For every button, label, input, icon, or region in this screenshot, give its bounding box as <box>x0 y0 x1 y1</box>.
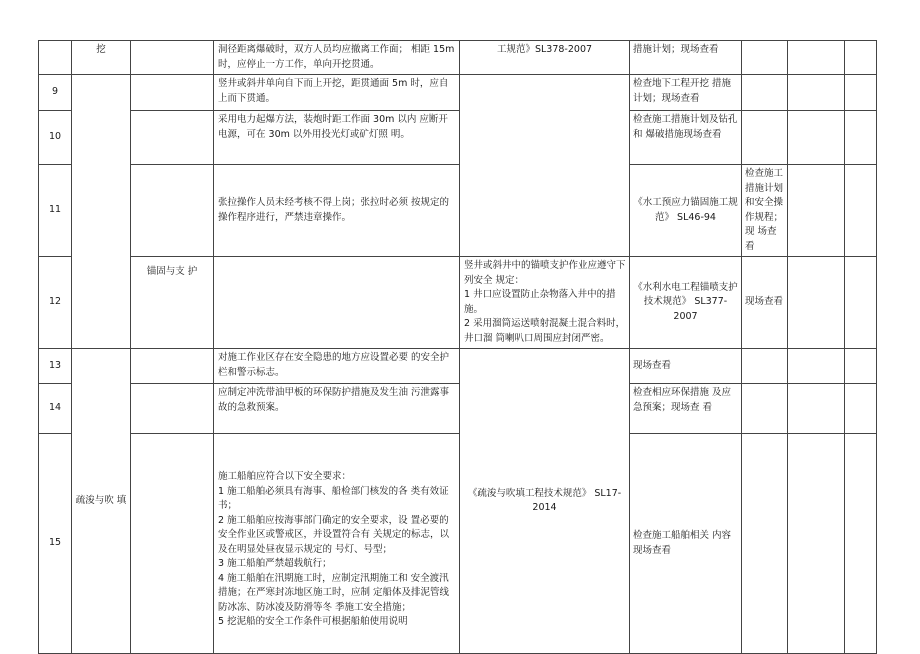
empty-cell <box>845 165 877 257</box>
empty-cell <box>131 349 214 384</box>
requirement-cell: 采用电力起爆方法，装炮时距工作面 30m 以内 应断开电源，可在 30m 以外用投光灯或矿灯照 明。 <box>214 111 460 165</box>
empty-cell <box>788 111 845 165</box>
table-row <box>39 75 877 111</box>
check-method-cell: 检查施工措施计划 和安全操作规程；现 场查看 <box>742 165 788 257</box>
standard-cell: 《疏浚与吹填工程技术规范》 SL17-2014 <box>460 349 630 654</box>
empty-cell <box>845 111 877 165</box>
check-method-cell: 现场查看 <box>742 257 788 349</box>
empty-cell <box>131 111 214 165</box>
row-number: 13 <box>39 349 72 384</box>
standard-cell: 工规范》SL378-2007 <box>460 41 630 75</box>
category-cell: 挖 <box>72 41 131 75</box>
category-cell: 疏浚与吹 填 <box>72 349 131 654</box>
table-row <box>39 434 877 654</box>
row-number <box>39 41 72 75</box>
empty-cell <box>742 384 788 434</box>
check-method-cell: 检查施工措施计划及钻孔和 爆破措施现场查看 <box>630 111 742 165</box>
check-method-cell: 现场查看 <box>630 349 742 384</box>
empty-cell <box>788 349 845 384</box>
table-row <box>39 41 877 75</box>
requirement-cell: 竖井或斜井单向自下而上开挖，距贯通面 5m 时，应自上而下贯通。 <box>214 75 460 111</box>
standard-cell: 《水利水电工程锚喷支护技术规范》 SL377-2007 <box>630 257 742 349</box>
empty-cell <box>742 75 788 111</box>
empty-cell <box>131 75 214 111</box>
standard-cell: 《水工预应力锚固施工规范》 SL46-94 <box>630 165 742 257</box>
empty-cell <box>845 75 877 111</box>
table-row <box>39 165 877 257</box>
table-row <box>39 384 877 434</box>
category-cell: 锚固与支 护 <box>131 257 214 349</box>
empty-cell <box>788 165 845 257</box>
empty-cell <box>131 165 214 257</box>
row-number: 14 <box>39 384 72 434</box>
empty-cell <box>788 75 845 111</box>
requirement-cell: 洞径距离爆破时，双方人员均应撤离工作面； 相距 15m时，应停止一方工作，单向开挖贯通。 <box>214 41 460 75</box>
inspection-table <box>38 40 877 654</box>
row-number: 11 <box>39 165 72 257</box>
empty-cell <box>131 384 214 434</box>
empty-cell <box>845 384 877 434</box>
check-method-cell: 检查施工船舶相关 内容现场查看 <box>630 434 742 654</box>
table-row <box>39 257 877 349</box>
empty-cell <box>788 41 845 75</box>
empty-cell <box>214 257 460 349</box>
empty-cell <box>788 384 845 434</box>
requirement-cell: 应制定冲洗带油甲板的环保防护措施及发生油 污泄露事故的急救预案。 <box>214 384 460 434</box>
empty-cell <box>788 257 845 349</box>
row-number: 15 <box>39 434 72 654</box>
empty-cell <box>845 41 877 75</box>
check-method-cell: 检查相应环保措施 及应急预案；现场查 看 <box>630 384 742 434</box>
empty-cell <box>845 434 877 654</box>
check-method-cell: 检查地下工程开挖 措施计划；现场查看 <box>630 75 742 111</box>
empty-cell <box>742 41 788 75</box>
requirement-cell: 施工船舶应符合以下安全要求： 1 施工船舶必须具有海事、船检部门核发的各 类有效证书； 2 施工船舶应按海事部门确定的安全要求，设 置必要的安全作业区或警戒区，并设置符合有 关规定的标志，以及在明显处昼夜显示规定的 号灯、号型； 3 施工船舶严禁超载航行； 4 施工船舶在汛期施工时，应制定汛期施工和 安全渡汛措施；在严寒封冻地区施工时，应制 定船体及排泥管线防冰冻、防冰凌及防滑等冬 季施工安全措施； 5 挖泥船的安全工作条件可根据船舶使用说明 <box>214 434 460 654</box>
requirement-cell: 竖井或斜井中的锚喷支护作业应遵守下列安全 规定： 1 井口应设置防止杂物落入井中的措施。 2 采用溜筒运送喷射混凝土混合料时，井口溜 筒喇叭口周围应封闭严密。 <box>460 257 630 349</box>
category-cell <box>72 75 131 349</box>
requirement-cell: 对施工作业区存在安全隐患的地方应设置必要 的安全护栏和警示标志。 <box>214 349 460 384</box>
empty-cell <box>845 349 877 384</box>
table-row <box>39 111 877 165</box>
row-number: 9 <box>39 75 72 111</box>
empty-cell <box>131 41 214 75</box>
requirement-cell: 张拉操作人员未经考核不得上岗；张拉时必须 按规定的操作程序进行，严禁违章操作。 <box>214 165 460 257</box>
row-number: 12 <box>39 257 72 349</box>
row-number: 10 <box>39 111 72 165</box>
empty-cell <box>788 434 845 654</box>
standard-cell <box>460 75 630 257</box>
check-method-cell: 措施计划；现场查看 <box>630 41 742 75</box>
empty-cell <box>742 434 788 654</box>
table-row <box>39 349 877 384</box>
empty-cell <box>845 257 877 349</box>
empty-cell <box>742 111 788 165</box>
empty-cell <box>131 434 214 654</box>
empty-cell <box>742 349 788 384</box>
